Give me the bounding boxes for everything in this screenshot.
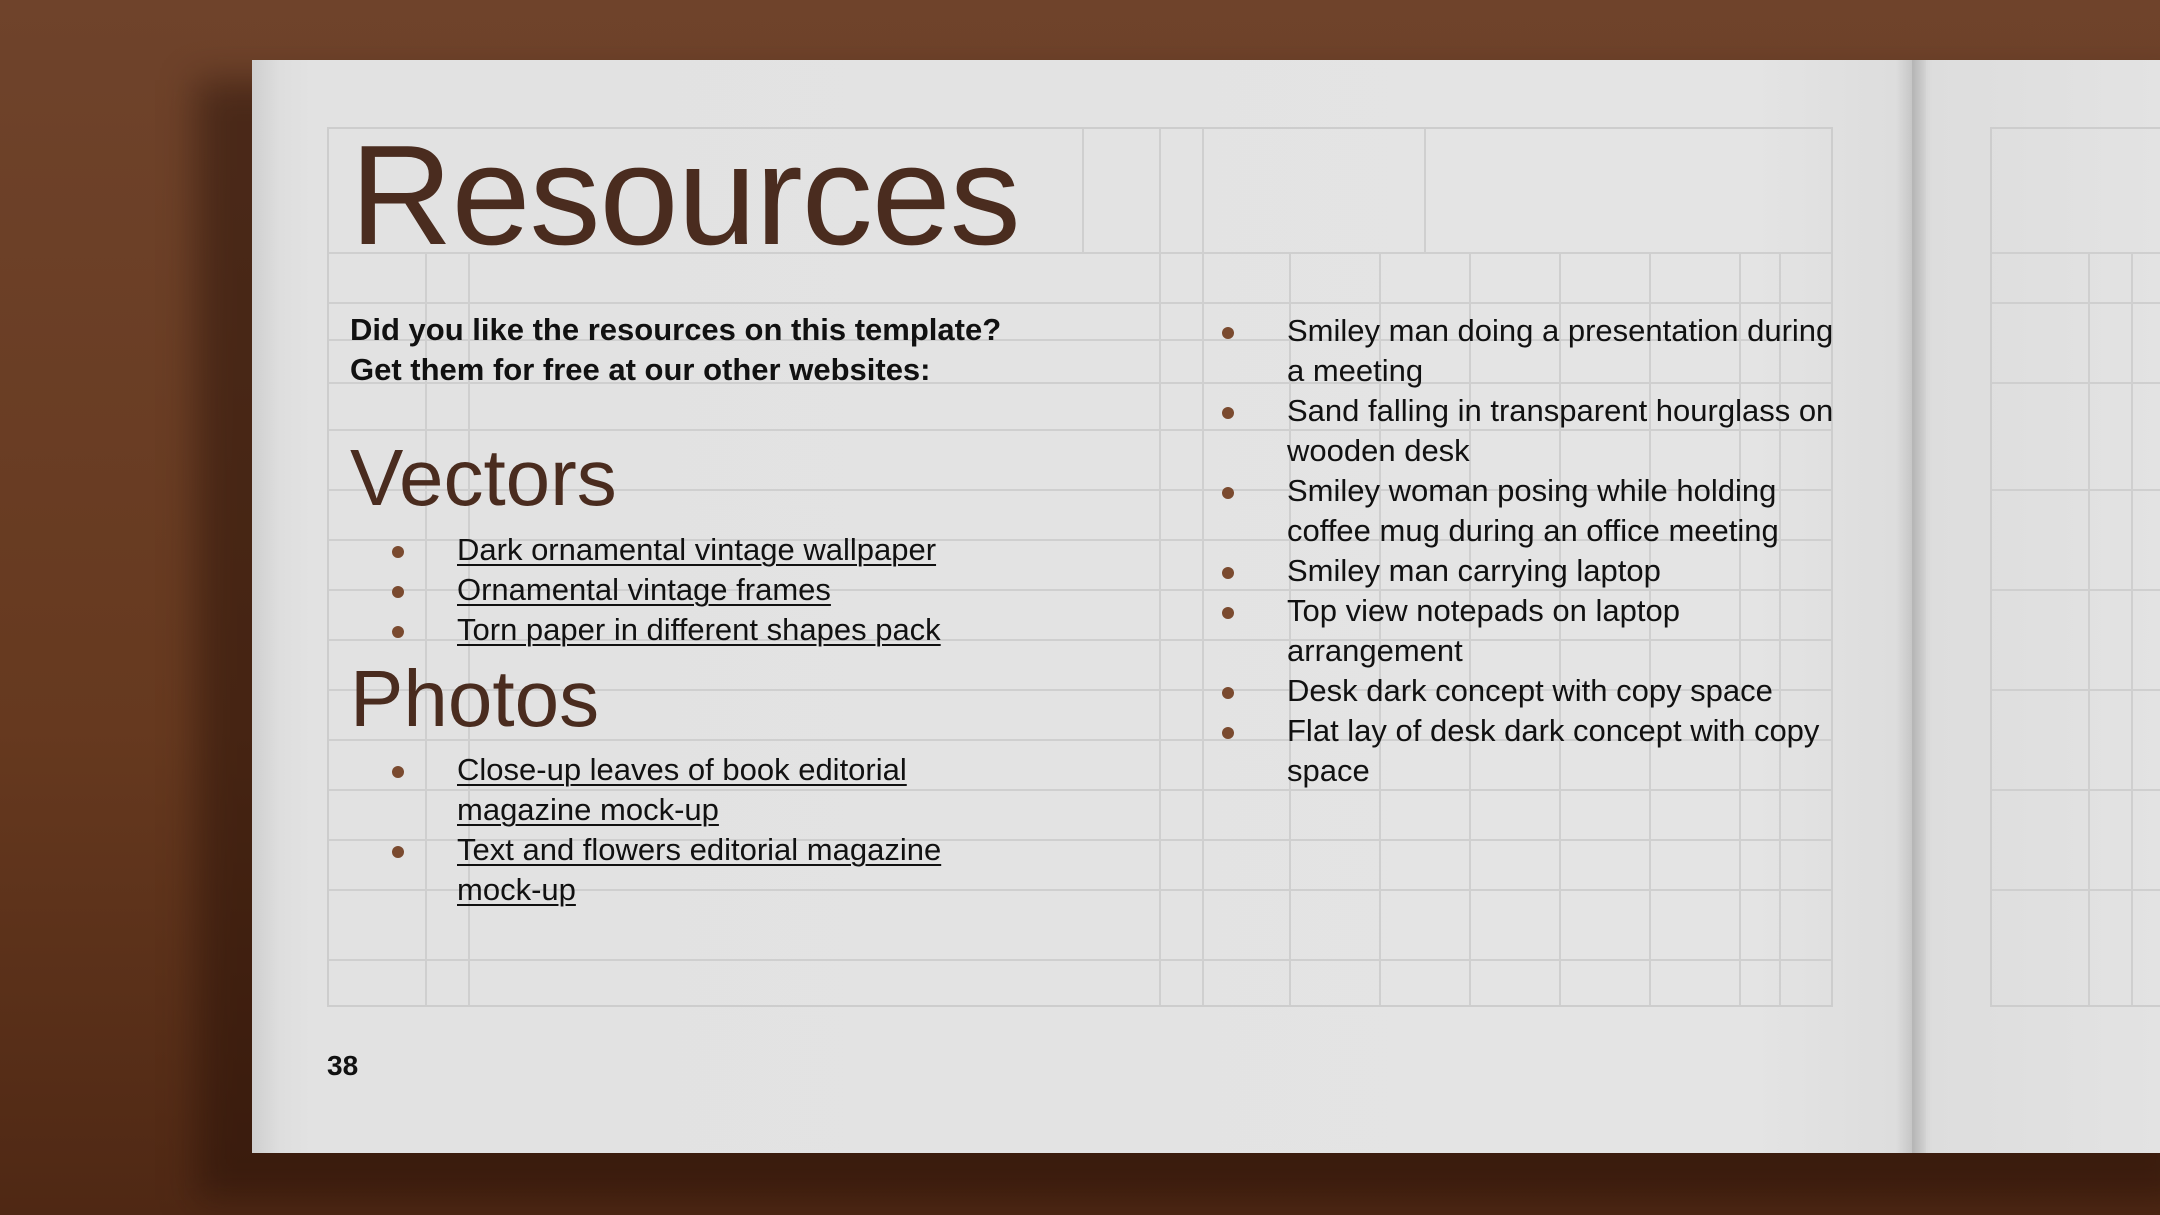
bullet-icon	[1222, 567, 1234, 579]
list-item	[350, 830, 990, 910]
grid-line	[1992, 302, 2160, 304]
list-item	[1180, 591, 1840, 671]
list-item	[350, 610, 1070, 650]
layout-grid-right-page	[1990, 127, 2160, 1007]
grid-line	[2088, 254, 2090, 1005]
resource-text: Smiley man carrying laptop	[1287, 553, 1661, 588]
bullet-icon	[392, 766, 404, 778]
grid-line	[1992, 589, 2160, 591]
grid-line	[1424, 129, 1426, 252]
intro-text: Did you like the resources on this template? Get them for free at our other websites:	[350, 312, 1002, 387]
bullet-icon	[1222, 487, 1234, 499]
list-item	[350, 750, 990, 830]
resource-text: Sand falling in transparent hourglass on wooden desk	[1287, 393, 1834, 468]
resource-text: Smiley man doing a presentation during a meeting	[1287, 313, 1834, 388]
bullet-icon	[392, 626, 404, 638]
grid-line	[1992, 252, 2160, 254]
grid-line	[1992, 689, 2160, 691]
vectors-list	[350, 530, 1070, 650]
bullet-icon	[1222, 327, 1234, 339]
bullet-icon	[392, 546, 404, 558]
page-number: 38	[327, 1050, 359, 1081]
resource-text: Smiley woman posing while holding coffee mug during an office meeting	[1287, 473, 1779, 548]
vectors-heading: Vectors	[350, 433, 617, 522]
grid-line	[329, 959, 1831, 961]
resource-link[interactable]: Ornamental vintage frames	[457, 572, 831, 607]
bullet-icon	[1222, 727, 1234, 739]
bullet-icon	[1222, 687, 1234, 699]
list-item	[1180, 551, 1840, 591]
resource-link[interactable]: Dark ornamental vintage wallpaper	[457, 532, 937, 567]
grid-line	[1992, 789, 2160, 791]
list-item	[1180, 671, 1840, 711]
resource-text: Top view notepads on laptop arrangement	[1287, 593, 1680, 668]
more-photos-list	[1180, 311, 1840, 791]
resource-text: Desk dark concept with copy space	[1287, 673, 1773, 708]
bullet-icon	[392, 846, 404, 858]
resource-link[interactable]: Text and flowers editorial magazine mock-up	[457, 832, 942, 907]
list-item	[1180, 471, 1840, 551]
grid-line	[329, 302, 1831, 304]
grid-line	[1992, 382, 2160, 384]
photos-list	[350, 750, 990, 910]
bullet-icon	[392, 586, 404, 598]
grid-line	[1992, 889, 2160, 891]
grid-line	[1992, 489, 2160, 491]
page-title: Resources	[350, 116, 1020, 275]
list-item	[350, 570, 1070, 610]
resource-text: Flat lay of desk dark concept with copy space	[1287, 713, 1820, 788]
grid-line	[2131, 254, 2133, 1005]
bullet-icon	[1222, 407, 1234, 419]
list-item	[1180, 711, 1840, 791]
list-item	[350, 530, 1070, 570]
photos-heading: Photos	[350, 654, 600, 743]
resource-link[interactable]: Torn paper in different shapes pack	[457, 612, 941, 647]
book-gutter	[1896, 60, 1926, 1153]
grid-line	[1082, 129, 1084, 252]
resource-link[interactable]: Close-up leaves of book editorial magazine mock-up	[457, 752, 907, 827]
list-item	[1180, 391, 1840, 471]
grid-line	[1159, 129, 1161, 1005]
bullet-icon	[1222, 607, 1234, 619]
list-item	[1180, 311, 1840, 391]
